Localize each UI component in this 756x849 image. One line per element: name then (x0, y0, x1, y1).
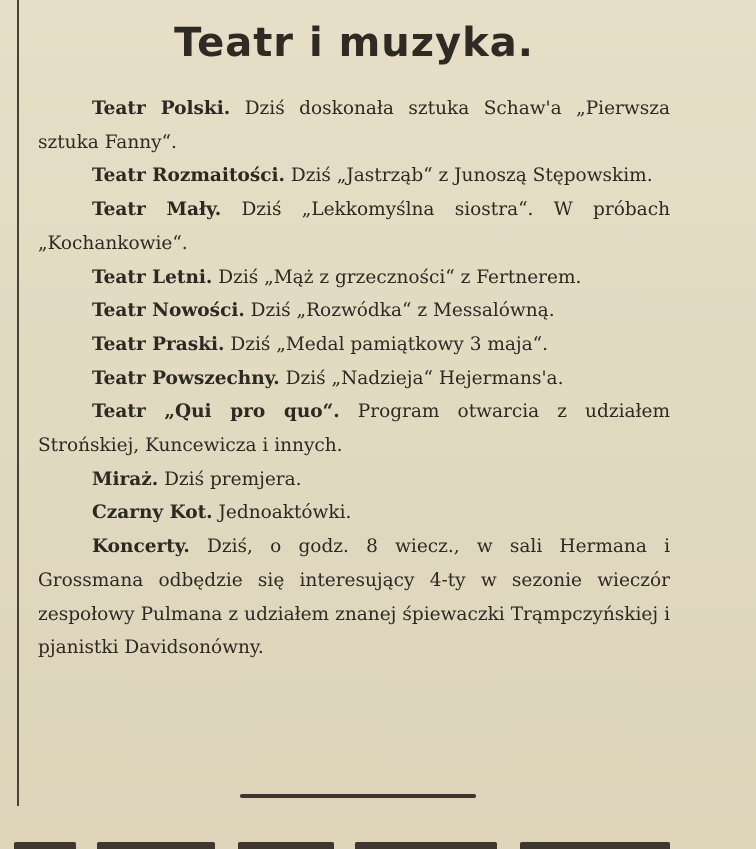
listing-text: Dziś „Rozwódka“ z Messalówną. (244, 300, 555, 322)
listing-text: Dziś premjera. (158, 468, 302, 490)
listing-text: Dziś „Medal pamiątkowy 3 maja“. (224, 333, 549, 355)
cropped-glyphs (520, 842, 670, 849)
listing-text: Dziś „Mąż z grzeczności“ z Fertnerem. (212, 266, 582, 288)
listing-teatr-maly (38, 193, 670, 260)
listing-teatr-praski (38, 328, 670, 362)
cropped-glyphs (97, 842, 215, 849)
listing-lead: Teatr Letni. (92, 266, 213, 288)
listing-lead: Teatr Polski. (92, 98, 231, 119)
listing-koncerty (38, 530, 670, 665)
listing-text: Program otwarcia z udziałem Strońskiej, Kuncewicza i innych. (38, 401, 670, 457)
listing-teatr-powszechny (38, 362, 670, 396)
cropped-next-line (0, 836, 700, 849)
listing-items (38, 92, 670, 665)
listing-teatr-letni (38, 261, 670, 295)
listing-teatr-rozmaitosci (38, 159, 670, 193)
article-column (38, 10, 670, 665)
listing-lead: Teatr Mały. (92, 199, 222, 221)
listing-lead: Czarny Kot. (92, 502, 213, 524)
listing-text: Dziś „Nadzieja“ Hejermans'a. (279, 367, 564, 389)
listing-text: Dziś „Jastrząb“ z Junoszą Stępowskim. (284, 165, 653, 187)
column-rule (17, 0, 19, 806)
cropped-glyphs (355, 842, 497, 849)
listing-lead: Teatr Nowości. (92, 300, 245, 322)
listing-qui-pro-quo (38, 395, 670, 462)
listing-lead: Koncerty. (92, 536, 190, 558)
listing-lead: Teatr Praski. (92, 333, 225, 355)
listing-czarny-kot (38, 496, 670, 530)
listing-teatr-polski (38, 92, 670, 159)
listing-lead: Teatr Powszechny. (92, 367, 280, 389)
listing-miraz (38, 463, 670, 497)
listing-lead: Teatr „Qui pro quo“. (92, 401, 340, 423)
listing-text: Dziś, o godz. 8 wiecz., w sali Hermana i Grossmana odbędzie się interesujący 4-ty w sezonie wieczór zespołowy Pulmana z udziałem znanej śpiewaczki Trąmpczyńskiej i pjanistki Davidsonówny. (38, 536, 670, 659)
article-headline: Teatr i muzyka. (174, 20, 534, 66)
cropped-glyphs (14, 842, 76, 849)
listing-text: Dziś „Lekkomyślna siostra“. W próbach „Kochankowie“. (38, 199, 670, 254)
listing-text: Dziś doskonała sztuka Schaw'a „Pierwsza sztuka Fanny“. (38, 98, 670, 153)
listing-teatr-nowosci (38, 294, 670, 328)
cropped-glyphs (238, 842, 334, 849)
listing-text: Jednoaktówki. (212, 502, 352, 524)
listing-lead: Teatr Rozmaitości. (92, 165, 285, 187)
listing-lead: Miraż. (92, 468, 159, 490)
section-divider (240, 794, 476, 798)
